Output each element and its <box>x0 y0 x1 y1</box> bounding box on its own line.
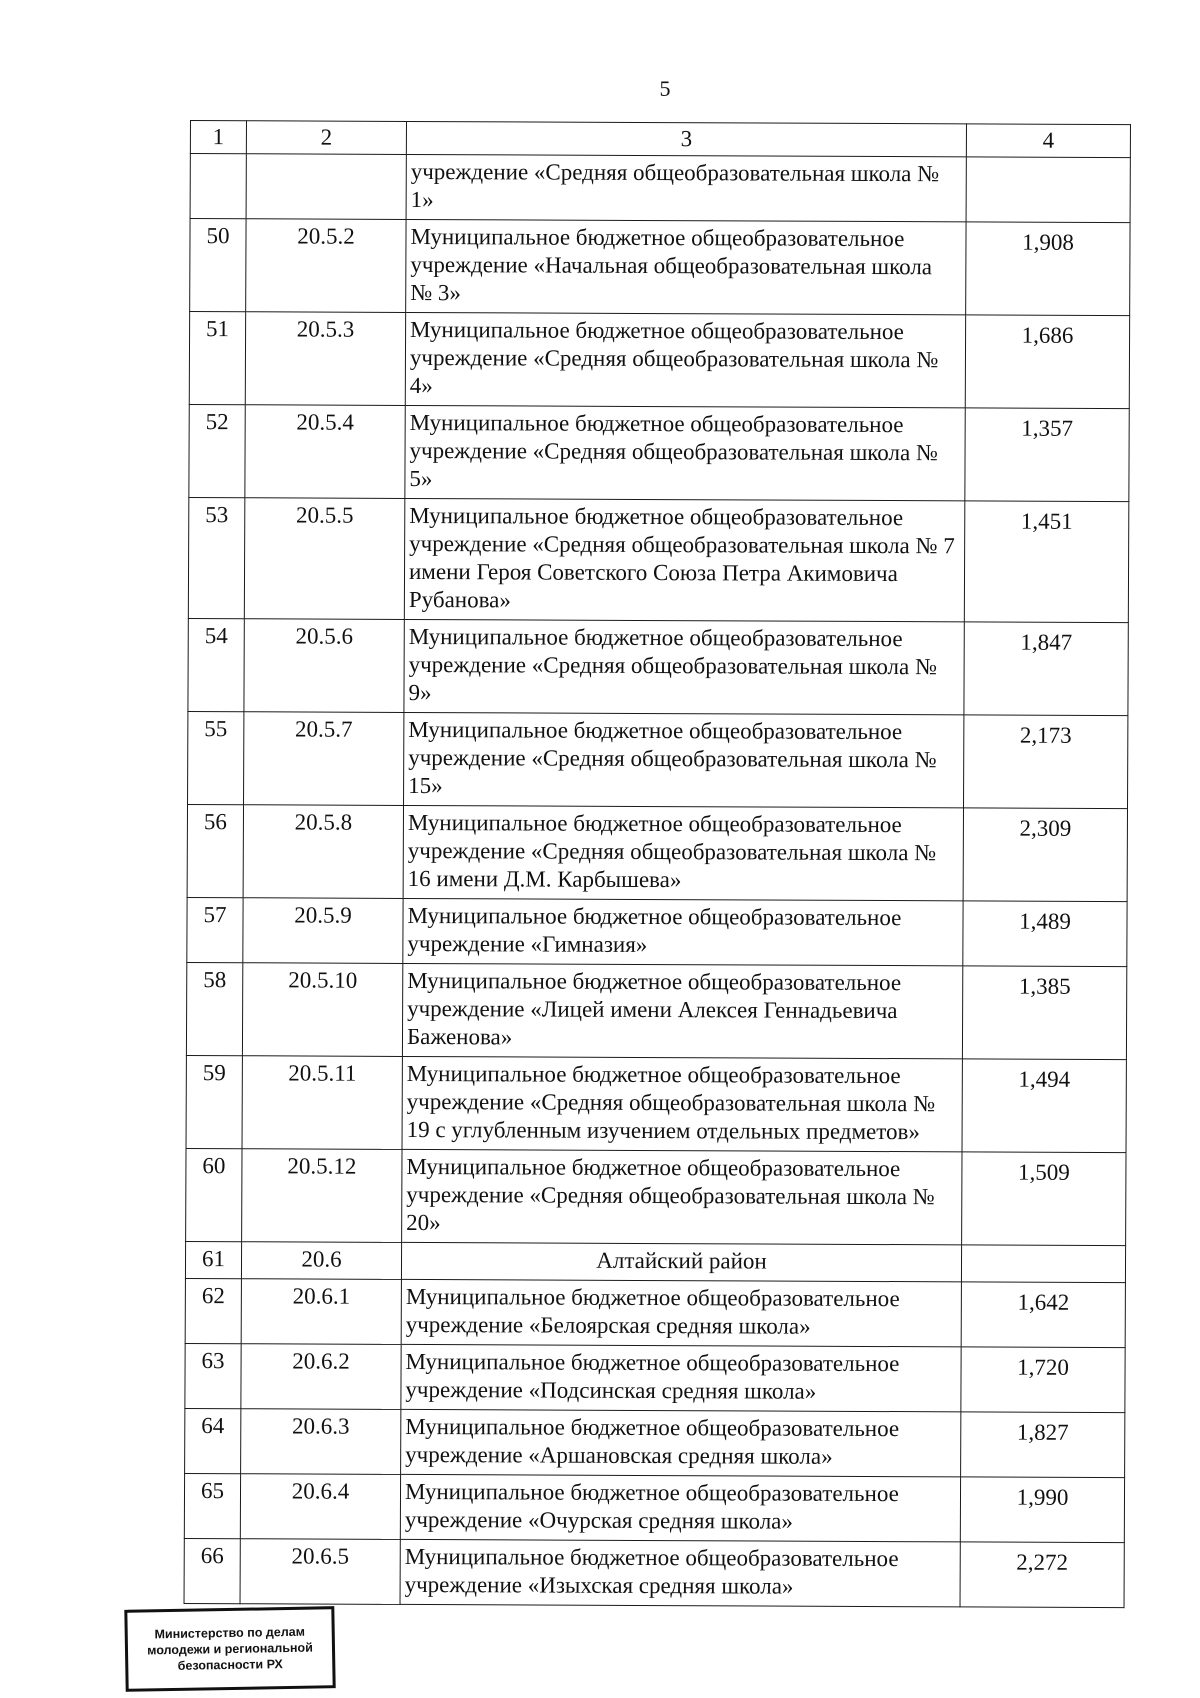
header-cell-1: 1 <box>190 121 246 154</box>
row-code-cell: 20.6.5 <box>240 1539 400 1605</box>
row-code-cell: 20.6.3 <box>241 1409 401 1475</box>
coefficient-cell: 1,990 <box>960 1477 1124 1543</box>
table-row <box>185 1343 1125 1412</box>
coefficient-cell: 2,309 <box>963 808 1127 902</box>
row-code-cell: 20.5.7 <box>244 712 404 806</box>
coefficient-cell: 1,847 <box>964 622 1128 716</box>
table-row <box>185 1278 1125 1347</box>
row-number-cell: 64 <box>185 1408 241 1473</box>
row-number-cell <box>190 154 246 219</box>
coefficient-cell: 1,385 <box>962 966 1126 1060</box>
table-body <box>184 121 1130 1608</box>
row-code-cell: 20.5.5 <box>244 498 405 620</box>
row-number-cell: 61 <box>185 1241 241 1278</box>
table-row <box>184 1538 1124 1607</box>
coefficient-cell <box>966 157 1130 223</box>
row-code-cell <box>246 154 406 220</box>
table-row <box>185 1241 1125 1282</box>
row-number-cell: 57 <box>187 897 243 962</box>
row-number-cell: 54 <box>188 618 244 711</box>
table-row <box>189 312 1129 409</box>
institution-name-cell: Муниципальное бюджетное общеобразовательное учреждение «Средняя общеобразовательная школа № 19 с углубленным изучением отдельных предметов» <box>402 1056 962 1151</box>
coefficient-cell: 1,357 <box>965 408 1129 502</box>
row-code-cell: 20.6 <box>241 1242 401 1280</box>
row-code-cell: 20.5.6 <box>244 619 404 713</box>
table-row <box>187 897 1127 966</box>
table-row <box>190 154 1130 223</box>
institution-name-cell: Муниципальное бюджетное общеобразовательное учреждение «Средняя общеобразовательная школа № 7 имени Героя Советского Союза Петра Акимовича Рубанова» <box>404 498 965 621</box>
coefficient-cell: 2,173 <box>964 715 1128 809</box>
table-row <box>185 1408 1125 1477</box>
row-number-cell: 60 <box>186 1148 242 1241</box>
row-code-cell: 20.5.2 <box>246 219 406 313</box>
row-number-cell: 58 <box>186 962 242 1055</box>
row-number-cell: 59 <box>186 1055 242 1148</box>
institution-name-cell: Муниципальное бюджетное общеобразовательное учреждение «Изыхская средняя школа» <box>400 1539 960 1606</box>
row-number-cell: 66 <box>184 1538 240 1603</box>
row-code-cell: 20.5.8 <box>243 805 403 899</box>
row-code-cell: 20.6.1 <box>241 1279 401 1345</box>
institution-name-cell: Муниципальное бюджетное общеобразовательное учреждение «Гимназия» <box>403 898 963 965</box>
row-code-cell: 20.5.12 <box>242 1149 402 1243</box>
table-row <box>186 962 1126 1059</box>
institution-name-cell: Муниципальное бюджетное общеобразовательное учреждение «Средняя общеобразовательная школа № 5» <box>405 405 965 500</box>
institution-name-cell: Муниципальное бюджетное общеобразовательное учреждение «Подсинская средняя школа» <box>401 1344 961 1411</box>
ministry-stamp <box>124 1606 335 1692</box>
row-number-cell: 65 <box>184 1473 240 1538</box>
data-table <box>184 120 1131 1608</box>
coefficient-cell: 1,908 <box>966 222 1130 316</box>
institution-name-cell: Муниципальное бюджетное общеобразовательное учреждение «Средняя общеобразовательная школа № 4» <box>405 312 965 407</box>
row-number-cell: 63 <box>185 1343 241 1408</box>
row-number-cell: 53 <box>188 497 245 618</box>
coefficient-cell: 1,720 <box>961 1347 1125 1413</box>
coefficient-cell: 1,642 <box>961 1282 1125 1348</box>
coefficient-cell <box>961 1245 1125 1283</box>
table-row <box>189 404 1129 501</box>
institution-name-cell: Муниципальное бюджетное общеобразовательное учреждение «Средняя общеобразовательная школа № 16 имени Д.М. Карбышева» <box>403 805 963 900</box>
section-title-cell: Алтайский район <box>401 1242 961 1281</box>
institution-name-cell: Муниципальное бюджетное общеобразовательное учреждение «Аршановская средняя школа» <box>401 1409 961 1476</box>
row-code-cell: 20.5.9 <box>243 898 403 964</box>
stamp-line-2: молодежи и региональной <box>147 1640 313 1658</box>
row-code-cell: 20.6.2 <box>241 1344 401 1410</box>
row-code-cell: 20.5.11 <box>242 1056 402 1150</box>
table-row <box>188 618 1128 715</box>
row-number-cell: 50 <box>190 219 246 312</box>
coefficient-cell: 2,272 <box>960 1542 1124 1608</box>
header-cell-2: 2 <box>246 121 406 155</box>
row-number-cell: 51 <box>189 312 245 405</box>
table-row <box>184 1473 1124 1542</box>
row-code-cell: 20.5.10 <box>242 963 402 1057</box>
institution-name-cell: Муниципальное бюджетное общеобразовательное учреждение «Средняя общеобразовательная школа № 9» <box>404 619 964 714</box>
page-number: 5 <box>659 76 671 101</box>
row-number-cell: 56 <box>187 804 243 897</box>
row-code-cell: 20.5.4 <box>245 405 405 499</box>
coefficient-cell: 1,494 <box>962 1059 1126 1153</box>
coefficient-cell: 1,686 <box>965 315 1129 409</box>
table-row <box>188 711 1128 808</box>
table-row <box>187 804 1127 901</box>
header-row <box>190 121 1130 158</box>
table-row <box>188 497 1129 622</box>
stamp-line-3: безопасности РХ <box>177 1657 283 1673</box>
row-number-cell: 55 <box>188 711 244 804</box>
institution-name-cell: Муниципальное бюджетное общеобразовательное учреждение «Средняя общеобразовательная школа № 15» <box>404 712 964 807</box>
institution-name-cell: Муниципальное бюджетное общеобразовательное учреждение «Средняя общеобразовательная школа № 20» <box>402 1149 962 1244</box>
institution-name-cell: Муниципальное бюджетное общеобразовательное учреждение «Начальная общеобразовательная школа № 3» <box>406 219 966 314</box>
row-code-cell: 20.5.3 <box>245 312 405 406</box>
institution-name-cell: Муниципальное бюджетное общеобразовательное учреждение «Белоярская средняя школа» <box>401 1279 961 1346</box>
header-cell-3: 3 <box>406 121 966 156</box>
coefficient-cell: 1,489 <box>963 901 1127 967</box>
stamp-line-1: Министерство по делам <box>154 1624 306 1642</box>
table-row <box>186 1055 1126 1152</box>
row-number-cell: 62 <box>185 1278 241 1343</box>
coefficient-cell: 1,509 <box>962 1152 1126 1246</box>
row-code-cell: 20.6.4 <box>240 1474 400 1540</box>
coefficient-cell: 1,827 <box>961 1412 1125 1478</box>
institution-name-cell: Муниципальное бюджетное общеобразовательное учреждение «Очурская средняя школа» <box>400 1474 960 1541</box>
institution-name-cell: учреждение «Средняя общеобразовательная школа № 1» <box>406 154 966 221</box>
header-cell-4: 4 <box>966 124 1130 158</box>
table-row <box>186 1148 1126 1245</box>
row-number-cell: 52 <box>189 404 245 497</box>
coefficient-cell: 1,451 <box>964 501 1129 623</box>
table-row <box>190 219 1130 316</box>
institution-name-cell: Муниципальное бюджетное общеобразовательное учреждение «Лицей имени Алексея Геннадьевича Баженова» <box>402 963 962 1058</box>
